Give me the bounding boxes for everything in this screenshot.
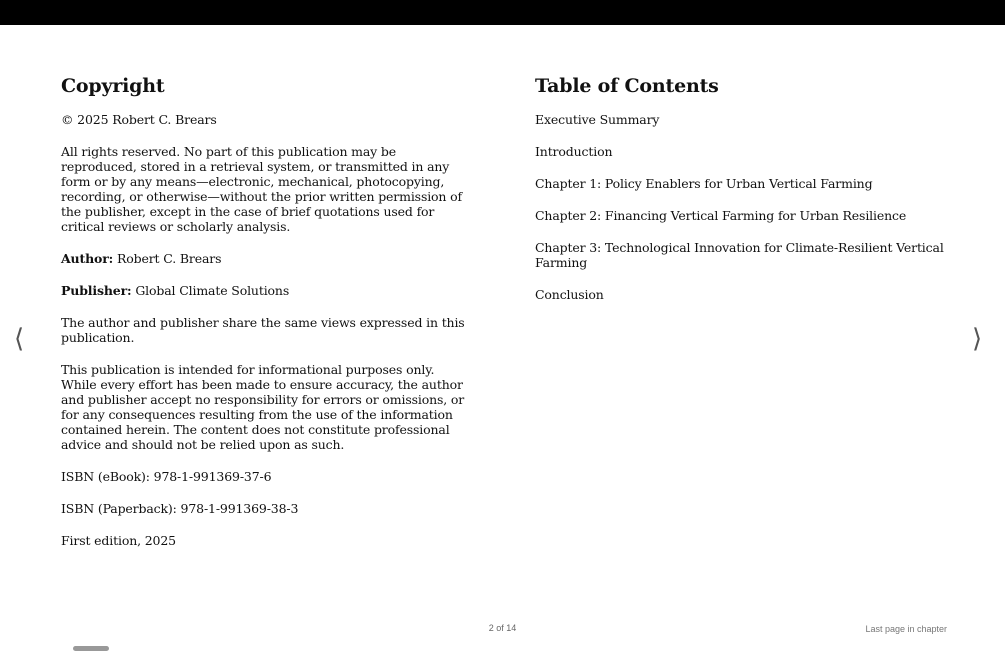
author-value: Robert C. Brears [113, 251, 222, 266]
author-line [61, 251, 473, 266]
disclaimer-paragraph: This publication is intended for informational purposes only. While every effort has been made to ensure accuracy, the author and publisher accept no responsibility for errors or omissions, or for any consequences resulting from the use of the information contained herein. The content does not constitute professional advice and should not be relied upon as such. [61, 362, 465, 452]
toc-item-executive-summary[interactable]: Executive Summary [535, 112, 660, 127]
toc-item-introduction[interactable]: Introduction [535, 144, 613, 159]
top-bar [0, 0, 1005, 25]
page-indicator: 2 of 14 [488, 623, 517, 633]
toc-item-chapter-3[interactable]: Chapter 3: Technological Innovation for Climate-Resilient Vertical Farming [535, 240, 944, 270]
copyright-line: © 2025 Robert C. Brears [61, 112, 217, 127]
next-page-icon[interactable]: ⟩ [972, 324, 983, 354]
toc-item-chapter-2[interactable]: Chapter 2: Financing Vertical Farming for Urban Resilience [535, 208, 907, 223]
edition-line: First edition, 2025 [61, 533, 176, 548]
author-label: Author: [61, 251, 114, 266]
isbn-ebook: ISBN (eBook): 978-1-991369-37-6 [61, 469, 272, 484]
copyright-heading: Copyright [61, 75, 165, 97]
rights-paragraph: All rights reserved. No part of this publication may be reproduced, stored in a retrieval system, or transmitted in any form or by any means—electronic, mechanical, photocopying, recording, or otherwise—without the prior written permission of the publisher, except in the case of brief quotations used for critical reviews or scholarly analysis. [61, 144, 463, 234]
page-scrubber-handle[interactable] [73, 646, 109, 651]
isbn-paperback: ISBN (Paperback): 978-1-991369-38-3 [61, 501, 299, 516]
previous-page-icon[interactable]: ⟨ [14, 324, 25, 354]
publisher-label: Publisher: [61, 283, 132, 298]
publisher-line [61, 283, 473, 298]
chapter-status: Last page in chapter [865, 624, 947, 634]
toc-page [535, 72, 955, 319]
toc-heading: Table of Contents [535, 75, 719, 97]
copyright-page [61, 72, 473, 565]
toc-item-chapter-1[interactable]: Chapter 1: Policy Enablers for Urban Vertical Farming [535, 176, 873, 191]
toc-item-conclusion[interactable]: Conclusion [535, 287, 604, 302]
views-paragraph: The author and publisher share the same views expressed in this publication. [61, 315, 465, 345]
publisher-value: Global Climate Solutions [131, 283, 290, 298]
